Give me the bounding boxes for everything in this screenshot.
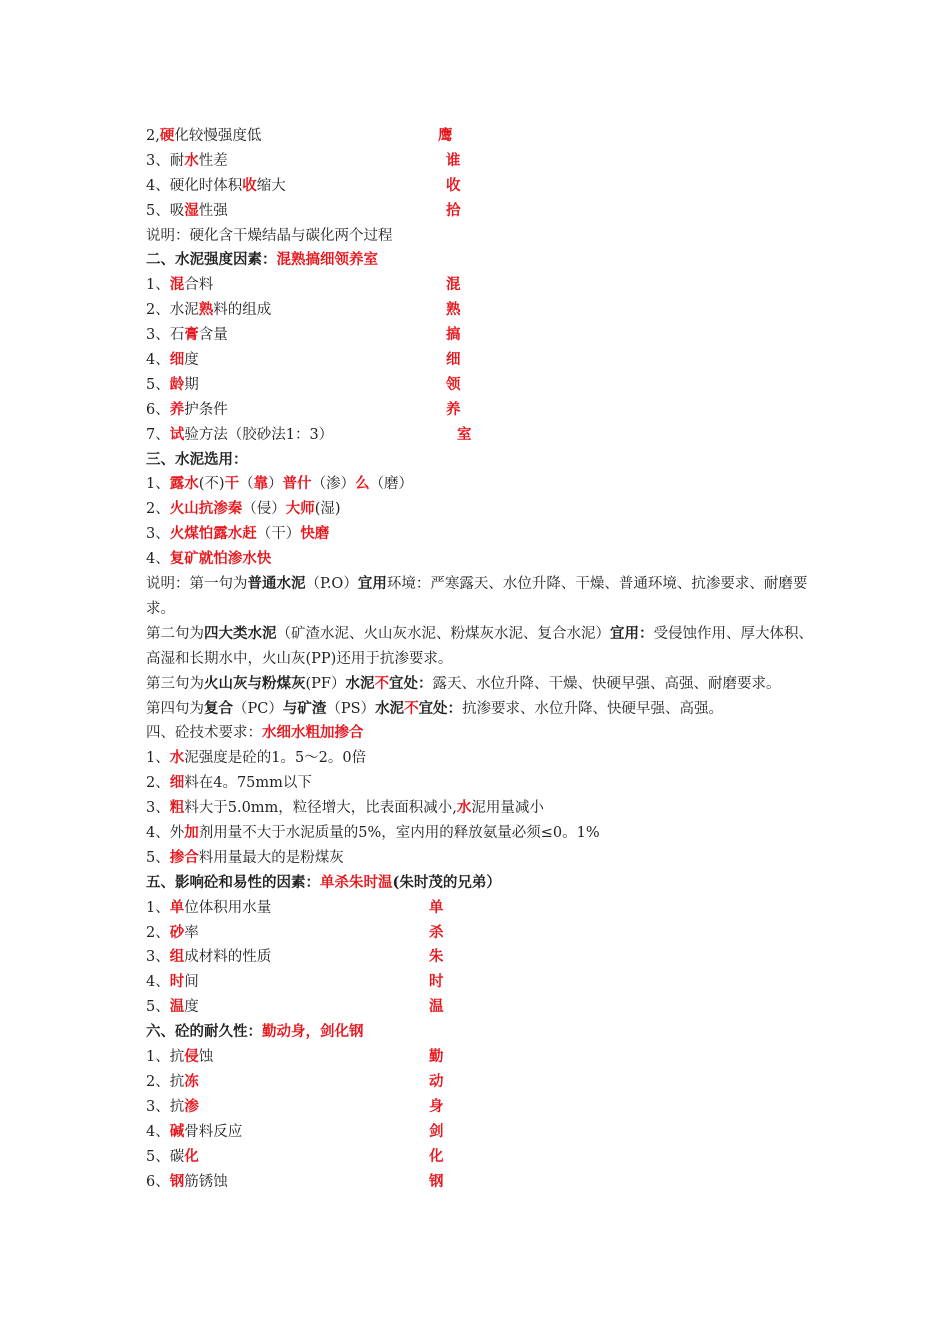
list-item: 4、时间 时 bbox=[146, 970, 816, 995]
list-item: 5、龄期 领 bbox=[146, 373, 816, 398]
mnemonic-char: 时 bbox=[429, 973, 444, 991]
mnemonic-char: 鹰 bbox=[438, 127, 453, 144]
mnemonic-char: 熟 bbox=[446, 301, 461, 319]
list-item: 7、试验方法（胶砂法1：3） 室 bbox=[146, 423, 816, 448]
s5-heading: 五、影响砼和易性的因素：单杀朱时温(朱时茂的兄弟） bbox=[146, 873, 501, 891]
mnemonic-char: 搞 bbox=[446, 326, 461, 344]
list-item: 5、碳化 化 bbox=[146, 1145, 816, 1170]
list-item: 3、组成材料的性质 朱 bbox=[146, 945, 816, 970]
mnemonic-char: 室 bbox=[457, 425, 472, 443]
list-item: 6、养护条件 养 bbox=[146, 398, 816, 423]
mnemonic-char: 朱 bbox=[429, 948, 444, 966]
list-item: 2、砂率 杀 bbox=[146, 921, 816, 946]
list-item: 1、水泥强度是砼的1。5～2。0倍 bbox=[146, 749, 367, 767]
list-item: 2、抗冻 动 bbox=[146, 1070, 816, 1095]
s1-line-2: 2,硬化较慢强度低 鹰 bbox=[146, 124, 816, 149]
mnemonic-char: 收 bbox=[446, 176, 461, 194]
mnemonic-char: 身 bbox=[429, 1097, 444, 1115]
s3-mnemonic-line-3: 3、火煤怕露水赶（干）快磨 bbox=[146, 525, 330, 543]
document-page bbox=[146, 124, 816, 1194]
list-item: 3、抗渗 身 bbox=[146, 1095, 816, 1120]
list-item: 4、细度 细 bbox=[146, 348, 816, 373]
s4-heading: 四、砼技术要求：水细水粗加掺合 bbox=[146, 724, 364, 742]
list-item: 3、粗料大于5.0mm，粒径增大，比表面积减小,水泥用量减小 bbox=[146, 799, 544, 817]
list-item: 1、混合料 混 bbox=[146, 273, 816, 298]
s1-line-4: 4、硬化时体积收缩大 收 bbox=[146, 174, 816, 199]
mnemonic-char: 温 bbox=[429, 998, 444, 1016]
mnemonic-char: 勤 bbox=[429, 1048, 444, 1066]
mnemonic-char: 谁 bbox=[446, 151, 461, 169]
s3-note-2: 第二句为四大类水泥（矿渣水泥、火山灰水泥、粉煤灰水泥、复合水泥）宜用：受侵蚀作用、厚大体积、高湿和长期水中，火山灰(PP)还用于抗渗要求。 bbox=[146, 624, 813, 667]
list-item: 5、掺合料用量最大的是粉煤灰 bbox=[146, 848, 344, 866]
mnemonic-char: 拾 bbox=[446, 201, 461, 219]
s3-mnemonic-line-2: 2、火山抗渗秦（侵）大师(湿) bbox=[146, 500, 341, 518]
s1-line-5: 5、吸湿性强 拾 bbox=[146, 199, 816, 224]
list-item: 2、水泥熟料的组成 熟 bbox=[146, 298, 816, 323]
mnemonic-char: 单 bbox=[429, 898, 444, 916]
s3-note-1: 说明：第一句为普通水泥（P.O）宜用环境：严寒露天、水位升降、干燥、普通环境、抗渗要求、耐磨要求。 bbox=[146, 575, 808, 617]
s3-mnemonic-line-1: 1、露水(不)干（靠）普什（渗）么（磨） bbox=[146, 475, 414, 493]
s6-heading: 六、砼的耐久性：勤动身，剑化钢 bbox=[146, 1023, 364, 1041]
s3-note-4: 第四句为复合（PC）与矿渣（PS）水泥不宜处：抗渗要求、水位升降、快硬早强、高强。 bbox=[146, 699, 724, 717]
list-item: 2、细料在4。75mm以下 bbox=[146, 774, 312, 792]
mnemonic-char: 细 bbox=[446, 351, 461, 369]
mnemonic-char: 混 bbox=[446, 276, 461, 294]
mnemonic-char: 领 bbox=[446, 375, 461, 393]
list-item: 4、碱骨料反应 剑 bbox=[146, 1120, 816, 1145]
s3-heading: 三、水泥选用： bbox=[146, 450, 248, 468]
s1-line-3: 3、耐水性差 谁 bbox=[146, 149, 816, 174]
mnemonic-char: 动 bbox=[429, 1072, 444, 1090]
list-item: 1、单位体积用水量 单 bbox=[146, 896, 816, 921]
s3-note-3: 第三句为火山灰与粉煤灰(PF）水泥不宜处：露天、水位升降、干燥、快硬早强、高强、耐磨要求。 bbox=[146, 674, 781, 692]
s2-heading: 二、水泥强度因素：混熟搞细领养室 bbox=[146, 251, 378, 269]
list-item: 5、温度 温 bbox=[146, 995, 816, 1020]
s3-mnemonic-line-4: 4、复矿就怕渗水快 bbox=[146, 550, 272, 568]
mnemonic-char: 剑 bbox=[429, 1122, 444, 1140]
mnemonic-char: 养 bbox=[446, 400, 461, 418]
mnemonic-char: 杀 bbox=[429, 923, 444, 941]
list-item: 1、抗侵蚀 勤 bbox=[146, 1045, 816, 1070]
s1-note: 说明：硬化含干燥结晶与碳化两个过程 bbox=[146, 227, 393, 244]
mnemonic-char: 钢 bbox=[429, 1172, 444, 1190]
list-item: 4、外加剂用量不大于水泥质量的5%，室内用的释放氨量必须≤0。1% bbox=[146, 824, 600, 842]
mnemonic-char: 化 bbox=[429, 1147, 444, 1165]
list-item: 6、钢筋锈蚀 钢 bbox=[146, 1170, 816, 1195]
list-item: 3、石膏含量 搞 bbox=[146, 323, 816, 348]
